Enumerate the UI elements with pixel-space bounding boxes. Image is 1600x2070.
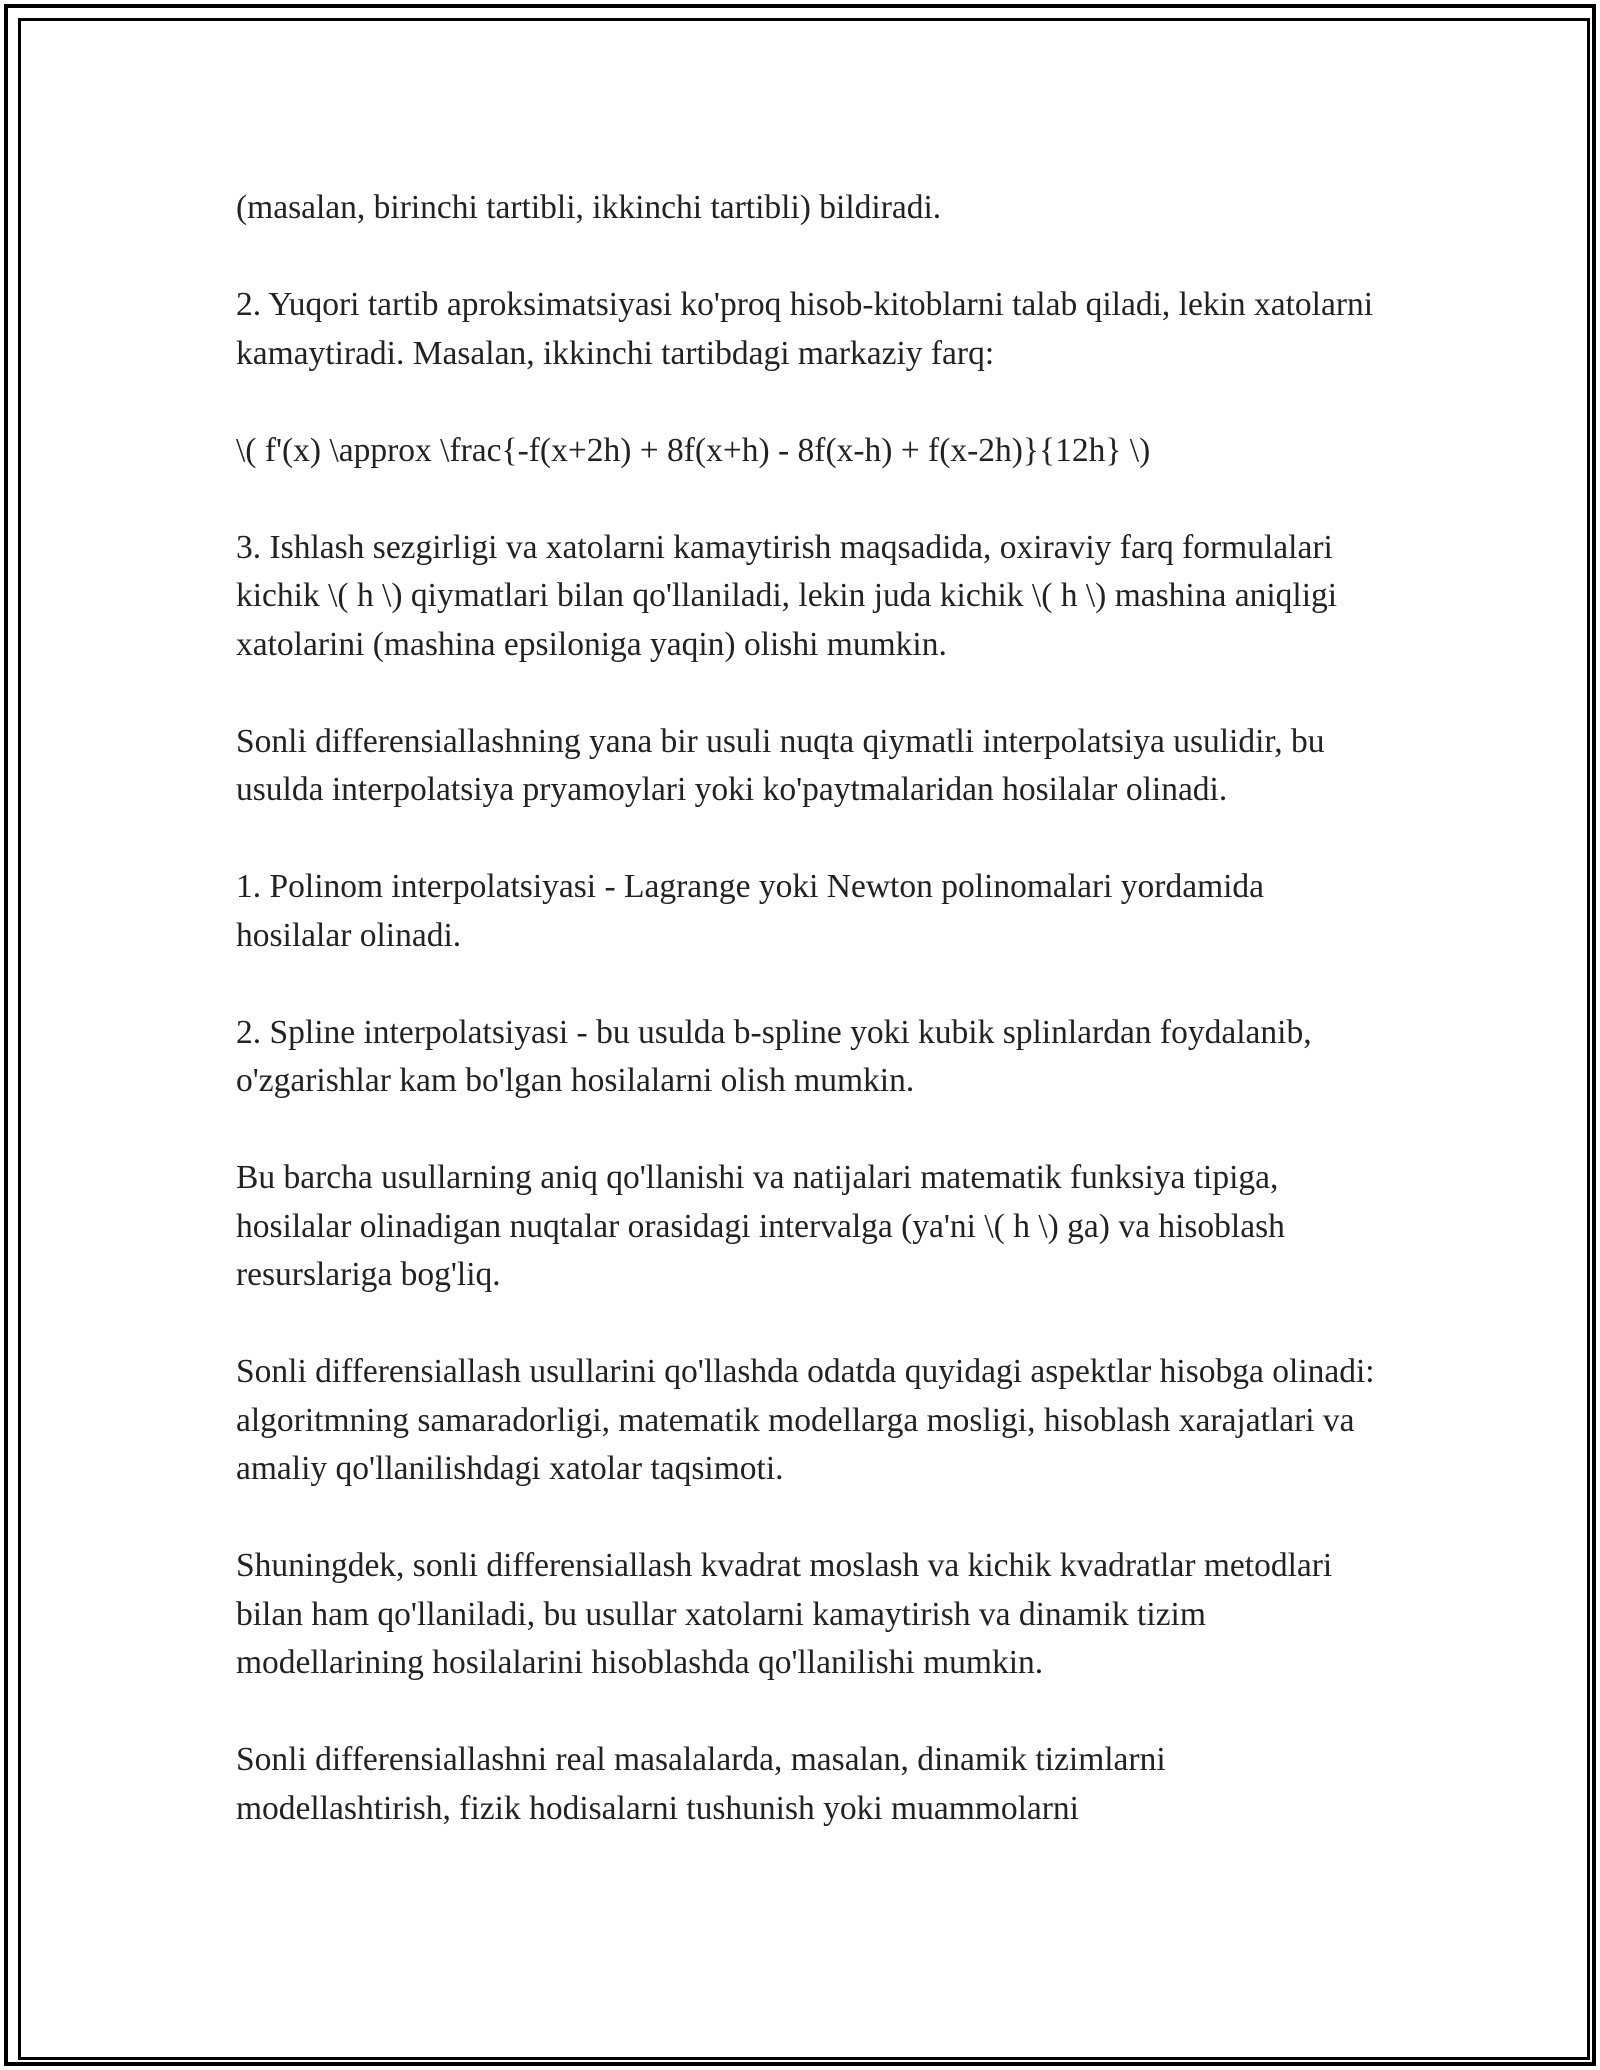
paragraph-polynomial-interpolation: 1. Polinom interpolatsiyasi - Lagrange yoki Newton polinomalari yordamida hosilalar olinadi. bbox=[236, 868, 1265, 954]
paragraph-real-problems: Sonli differensiallashni real masalalarda, masalan, dinamik tizimlarni modellashtirish, fizik hodisalarni tushunish yoki muammolarni bbox=[236, 1741, 1166, 1827]
document-body bbox=[236, 184, 1386, 1833]
paragraph-small-h-values: 3. Ishlash sezgirligi va xatolarni kamaytirish maqsadida, oxiraviy farq formulalari kichik \( h \) qiymatlari bilan qo'llaniladi, lekin juda kichik \( h \) mashina aniqligi xatolarini (mashina epsiloniga yaqin) olishi mumkin. bbox=[236, 528, 1338, 663]
paragraph-higher-order-approximation: 2. Yuqori tartib aproksimatsiyasi ko'proq hisob-kitoblarni talab qiladi, lekin xatolarni kamaytiradi. Masalan, ikkinchi tartibdagi markaziy farq: bbox=[236, 286, 1374, 372]
paragraph-spline-interpolation: 2. Spline interpolatsiyasi - bu usulda b-spline yoki kubik splinlardan foydalanib, o'zgarishlar kam bo'lgan hosilalarni olish mumkin. bbox=[236, 1013, 1312, 1099]
paragraph-continuation: (masalan, birinchi tartibli, ikkinchi tartibli) bildiradi. bbox=[236, 189, 942, 226]
paragraph-least-squares: Shuningdek, sonli differensiallash kvadrat moslash va kichik kvadratlar metodlari bilan ham qo'llaniladi, bu usullar xatolarni kamaytirish va dinamik tizim modellarining hosilalarini hisoblashda qo'llanilishi mumkin. bbox=[236, 1547, 1333, 1681]
paragraph-interpolation-method: Sonli differensiallashning yana bir usuli nuqta qiymatli interpolatsiya usulidir, bu usulda interpolatsiya pryamoylari yoki ko'paytmalaridan hosilalar olinadi. bbox=[236, 722, 1325, 808]
paragraph-aspects: Sonli differensiallash usullarini qo'llashda odatda quyidagi aspektlar hisobga olinadi: algoritmning samaradorligi, matematik modellarga mosligi, hisoblash xarajatlari va amaliy qo'llanilishdagi xatolar taqsimoti. bbox=[236, 1353, 1375, 1487]
formula-central-difference: \( f'(x) \approx \frac{-f(x+2h) + 8f(x+h) - 8f(x-h) + f(x-2h)}{12h} \) bbox=[236, 431, 1151, 469]
paragraph-method-dependence: Bu barcha usullarning aniq qo'llanishi va natijalari matematik funksiya tipiga, hosilalar olinadigan nuqtalar orasidagi intervalga (ya'ni \( h \) ga) va hisoblash resurslariga bog'liq. bbox=[236, 1159, 1285, 1293]
